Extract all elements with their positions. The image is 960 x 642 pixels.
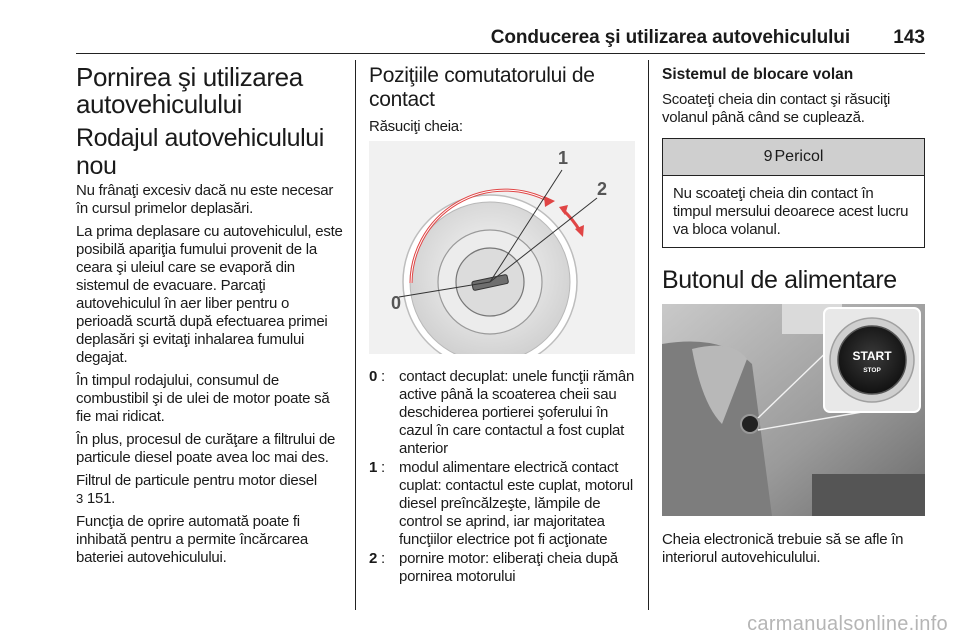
lower-console [812, 474, 925, 516]
position-label-0: 0 [391, 293, 402, 313]
scene-button [741, 415, 759, 433]
warning-text: Nu scoateţi cheia din contact în timpul mersului deoarece acest lucru va bloca volanul. [673, 185, 909, 238]
warning-header [663, 139, 924, 176]
column-3 [662, 62, 925, 572]
watermark: carmanualsonline.info [747, 613, 948, 635]
section-heading: Poziţiile comutatorului de contact [369, 64, 595, 111]
running-head [0, 27, 925, 51]
column-2 [369, 62, 635, 587]
switch-position-legend [369, 368, 635, 586]
xref-arrow-icon[interactable]: 3 [76, 491, 83, 506]
ignition-switch-illustration [369, 141, 635, 354]
column-divider-1 [355, 60, 356, 610]
xref-link[interactable]: 151. [86, 490, 116, 507]
paragraph: În plus, procesul de curăţare a filtrului de particule diesel poate avea loc mai des. [76, 431, 336, 466]
warning-triangle-icon: 9 [763, 148, 773, 165]
subsection-heading: Sistemul de blocare volan [662, 66, 854, 83]
position-label-2: 2 [597, 179, 608, 199]
legend-item: 2 : pornire motor: eliberaţi cheia după pornirea motorului [369, 550, 635, 586]
warning-title: Pericol [774, 148, 824, 165]
legend-item: 0 : contact decuplat: unele funcţii rămân active până la scoaterea cheii sau deschiderea portierei şoferului în cazul în care contactul a fost cuplat anterior [369, 368, 635, 457]
page-number: 143 [893, 27, 925, 48]
start-label: START [852, 349, 892, 363]
paragraph: Funcţia de oprire automată poate fi inhibată pentru a permite încărcarea bateriei autovehiculului. [76, 513, 308, 566]
warning-body [663, 176, 924, 247]
header-rule [76, 53, 925, 54]
section-heading: Butonul de alimentare [662, 266, 897, 294]
subsection-heading: Rodajul autovehiculului nou [76, 124, 324, 180]
arc-arrowhead [544, 196, 555, 207]
paragraph: La prima deplasare cu autovehiculul, este posibilă apariţia fumului provenit de la ceara şi uleiul care se evaporă din sistemul de evacuare. Parcaţi autovehiculul în aer liber pentru o perioadă scurtă după efectuarea primei deplasări şi evitaţi inhalarea fumului degajat. [76, 223, 343, 366]
paragraph: Scoateţi cheia din contact şi răsuciţi volanul până când se cuplează. [662, 91, 891, 126]
figure-caption: Cheia electronică trebuie să se afle în interiorul autovehiculului. [662, 531, 904, 566]
legend-item: 1 : modul alimentare electrică contact cuplat: contactul este cuplat, motorul diesel preîncălzeşte, lămpile de control se aprind, iar majoritatea funcţiilor electrice pot fi acţionate [369, 459, 635, 549]
section-heading: Pornirea şi utilizarea autovehiculului [76, 62, 303, 119]
paragraph-with-xref: Filtrul de particule pentru motor diesel 3 151. [76, 472, 317, 507]
danger-warning-box [662, 138, 925, 248]
legend-key: 0 [369, 368, 378, 385]
legend-text: modul alimentare electrică contact cuplat: contactul este cuplat, motorul diesel preîncălzeşte, lămpile de control se aprind, iar majoritatea funcţiilor electrice pot fi acţionate [399, 459, 633, 548]
legend-key: 1 [369, 459, 378, 476]
legend-text: pornire motor: eliberaţi cheia după pornirea motorului [399, 550, 618, 585]
ignition-switch-figure [369, 141, 635, 354]
legend-text: contact decuplat: unele funcţii rămân active până la scoaterea cheii sau deschiderea portierei şoferului în cazul în care contactul a fost cuplat anterior [399, 368, 635, 457]
paragraph: Nu frânaţi excesiv dacă nu este necesar în cursul primelor deplasări. [76, 182, 334, 217]
column-1 [76, 62, 344, 572]
legend-key: 2 [369, 550, 378, 567]
stop-label: STOP [863, 367, 881, 374]
column-divider-2 [648, 60, 649, 610]
power-button-photo [662, 304, 925, 516]
position-label-1: 1 [558, 148, 569, 168]
running-head-title: Conducerea şi utilizarea autovehiculului [490, 27, 850, 48]
intro-text: Răsuciţi cheia: [369, 118, 463, 135]
power-button-figure [662, 304, 925, 516]
paragraph: În timpul rodajului, consumul de combustibil şi de ulei de motor poate să fie mai ridicat. [76, 372, 330, 425]
